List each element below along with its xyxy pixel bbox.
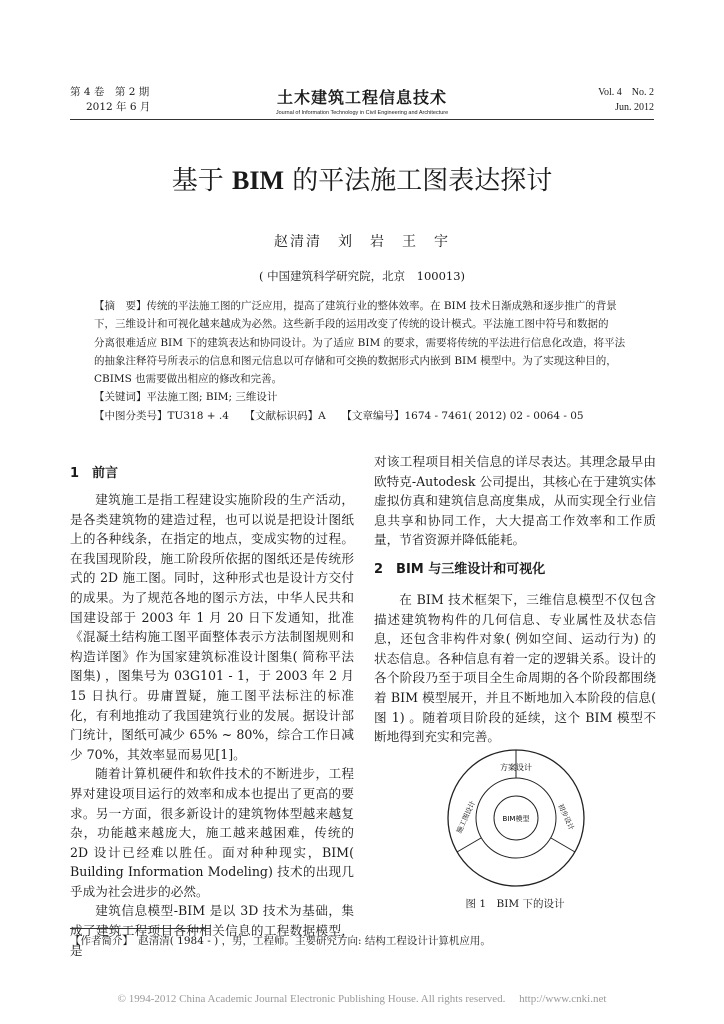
abstract <box>94 297 642 425</box>
title-post: 的平法施工图表达探讨 <box>284 166 553 196</box>
paragraph: 在 BIM 技术框架下，三维信息模型不仅包含描述建筑物构件的几何信息、专业属性及状态信息，还包含非构件对象( 例如空间、运动行为) 的状态信息。各种信息有着一定的逻辑关系。设计的各个阶段乃至于项目全生命周期的各个阶段都围绕着 BIM 模型展开，并且不断地加入本阶段的信息( 图 1) 。随着项目阶段的延续，这个 BIM 模型不断地得到充实和完善。 <box>374 592 656 745</box>
copyright-notice: © 1994-2012 China Academic Journal Electronic Publishing House. All rights reserved. http://www.cnki.net <box>117 993 607 1005</box>
bim-design-figure <box>446 748 586 888</box>
section-2-heading: 2 BIM 与三维设计和可视化 <box>374 562 546 577</box>
right-column-section2 <box>374 590 656 747</box>
figure-label-right: 初步设计 <box>556 802 576 832</box>
paper-title <box>0 160 724 197</box>
header-divider <box>70 119 654 120</box>
paragraph: 建筑施工是指工程建设实施阶段的生产活动，是各类建筑物的建造过程，也可以说是把设计图纸上的各种线条，在指定的地点，变成实物的过程。在我国现阶段，施工阶段所依据的图纸还是传统形式的 2D 施工图。同时，这种形式也是设计方交付的成果。为了规范各地的图示方法，中华人民共和国建设部于 2003 年 1 月 20 日下发通知，批准《混凝土结构施工图平面整体表示方法制图规则和构造详图》作为国家建筑标准设计图集( 简称平法图集) ，图集号为 03G101 - 1，于 2003 年 2 月 15 日执行。毋庸置疑，施工图平法标注的标准化，有利地推动了我国建筑行业的发展。据设计部门统计，图纸可减少 65% ~ 80%，综合工作日减少 70%，其效率显而易见[1]。 <box>70 492 354 762</box>
journal-title-en: Journal of Information Technology in Civil Engineering and Architecture <box>275 110 449 116</box>
left-column <box>70 490 354 960</box>
header-right <box>598 85 654 115</box>
date-cn: 2012 年 6 月 <box>86 101 151 113</box>
keywords: 【关键词】平法施工图; BIM; 三维设计 <box>94 391 278 404</box>
abstract-line: 分离很难适应 BIM 下的建筑表达和协同设计。为了适应 BIM 的要求，需要将传统的平法进行信息化改造，将平法 <box>94 336 626 349</box>
right-column-top <box>374 452 656 550</box>
affiliation: ( 中国建筑科学研究院，北京 100013) <box>258 269 466 283</box>
divider-line <box>457 838 481 852</box>
figure-label-top: 方案设计 <box>500 763 532 772</box>
title-bold: BIM <box>232 166 284 195</box>
footnote-divider <box>70 928 210 929</box>
paragraph: 随着计算机硬件和软件技术的不断进步，工程界对建设项目运行的效率和成本也提出了更高的要求。另一方面，很多新设计的建筑物体型越来越复杂，功能越来越庞大，施工越来越困难，传统的 2D 设计已经难以胜任。面对种种现实，BIM( Building Information Modeling) 技术的出现几乎成为社会进步的必然。 <box>70 766 354 899</box>
figure-label-center: BIM模型 <box>502 815 530 823</box>
classification: 【中图分类号】TU318 + .4 【文献标识码】A 【文章编号】1674 - 7461( 2012) 02 - 0064 - 05 <box>94 409 584 422</box>
abstract-line: CBIMS 也需要做出相应的修改和完善。 <box>94 373 283 386</box>
abstract-line: 的抽象注释符号所表示的信息和图元信息以可存储和可交换的数据形式内嵌到 BIM 模型中。为了实现这种目的， <box>94 354 617 367</box>
journal-title-cn: 土木建筑工程信息技术 <box>276 88 447 107</box>
authors: 赵清清 刘 岩 王 宇 <box>274 234 450 250</box>
abstract-line: 【摘 要】传统的平法施工图的广泛应用，提高了建筑行业的整体效率。在 BIM 技术日渐成熟和逐步推广的背景 <box>94 300 617 312</box>
title-pre: 基于 <box>171 166 232 196</box>
date-en: Jun. 2012 <box>615 102 654 113</box>
divider-line <box>551 838 575 852</box>
figure-label-left: 施工图设计 <box>455 799 478 835</box>
author-note: 【作者简介】 赵清清( 1984 - ) ，男，工程师。主要研究方向: 结构工程设计计算机应用。 <box>70 935 491 947</box>
abstract-line: 下，三维设计和可视化越来越成为必然。这些新手段的运用改变了传统的设计模式。平法施工图中符号和数据的 <box>94 318 609 331</box>
paragraph: 建筑信息模型-BIM 是以 3D 技术为基础，集成了建筑工程项目各种相关信息的工程数据模型，是 <box>70 903 354 958</box>
section-1-heading: 1 前言 <box>70 466 119 481</box>
volume-issue-en: Vol. 4 No. 2 <box>598 87 654 98</box>
figure-caption: 图 1 BIM 下的设计 <box>465 898 565 910</box>
paragraph: 对该工程项目相关信息的详尽表达。其理念最早由欧特克-Autodesk 公司提出，其核心在于建筑实体虚拟仿真和建筑信息高度集成，从而实现全行业信息共享和协同工作，大大提高工作效率和工作质量，节省资源并降低能耗。 <box>374 454 656 548</box>
volume-issue-cn: 第 4 卷 第 2 期 <box>70 86 150 98</box>
